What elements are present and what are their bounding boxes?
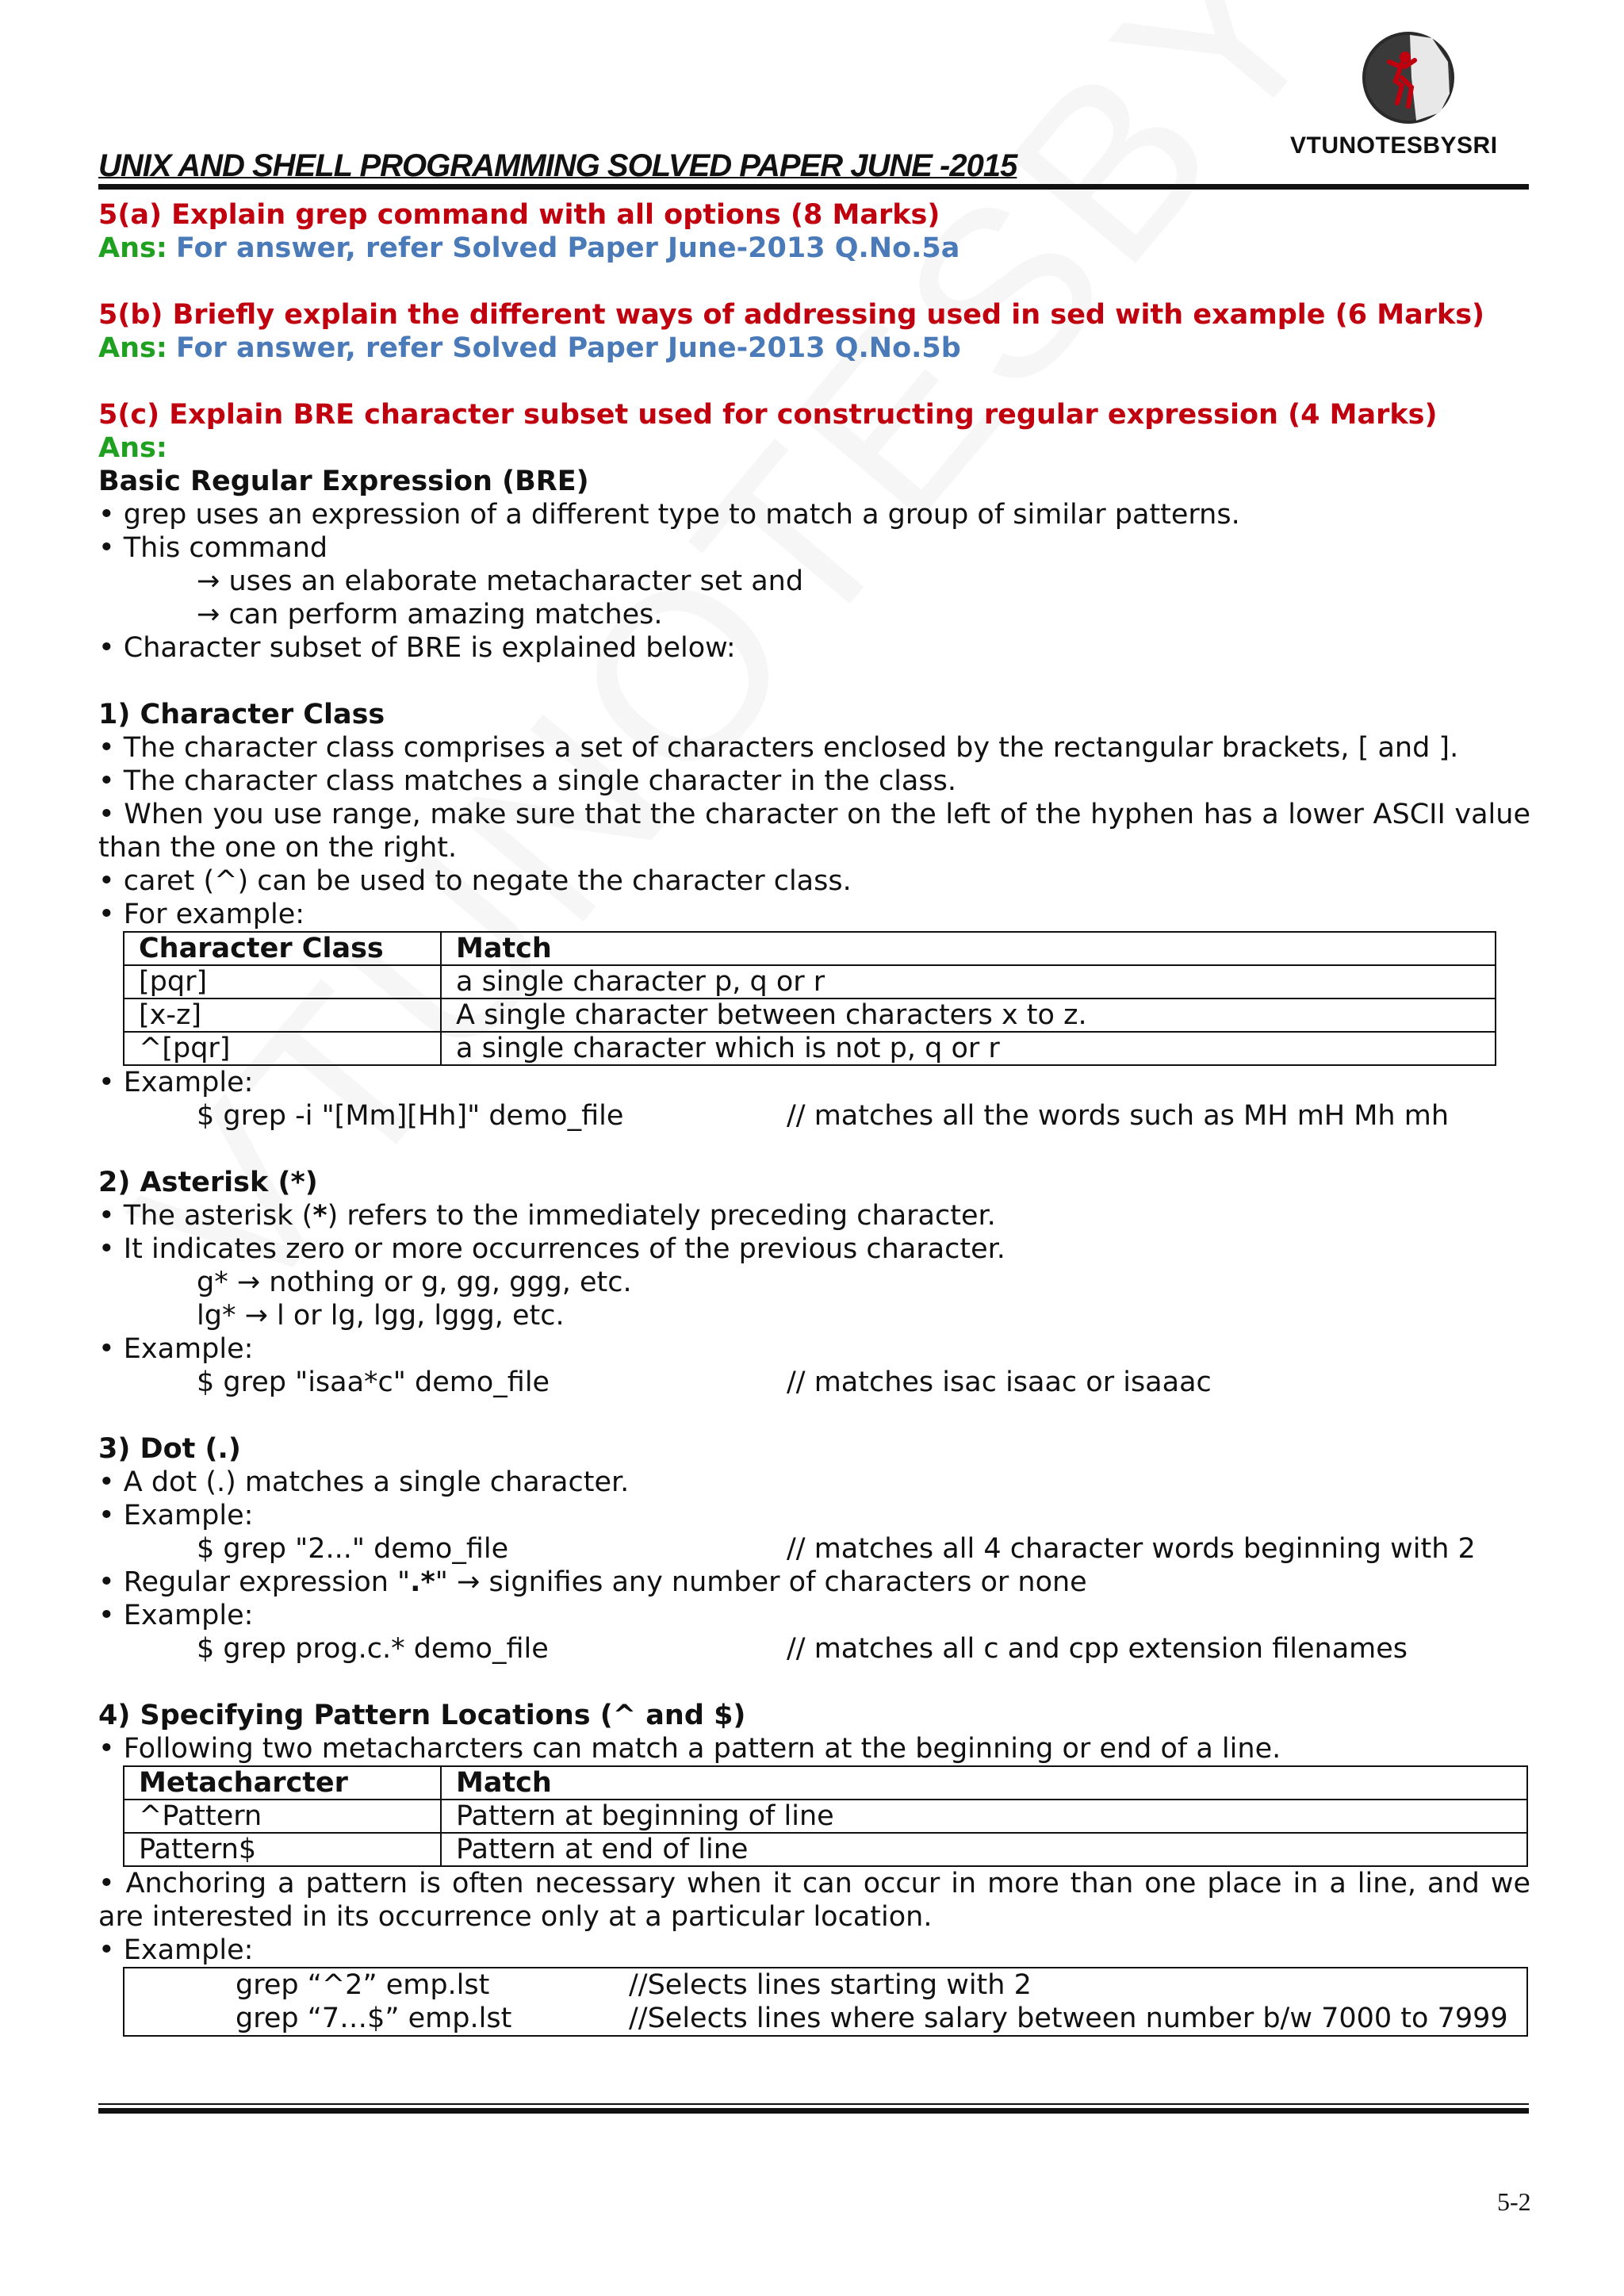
bullet bbox=[98, 1566, 1530, 1599]
question-5c: 5(c) Explain BRE character subset used for constructing regular expression (4 Marks) bbox=[98, 399, 1438, 431]
text: " → signifies any number of characters or none bbox=[435, 1566, 1087, 1598]
table-row bbox=[124, 965, 1496, 999]
table-cell: [x-z] bbox=[124, 999, 441, 1032]
table-row bbox=[124, 1032, 1496, 1065]
bullet: • Example: bbox=[98, 1333, 254, 1365]
example-comment: //Selects lines where salary between number b/w 7000 to 7999 bbox=[629, 2003, 1508, 2034]
example-comment: //Selects lines starting with 2 bbox=[629, 1969, 1032, 2001]
bullet: • When you use range, make sure that the character on the left of the hyphen has a lower ASCII value than the one on the right. bbox=[98, 799, 1530, 864]
example-command: $ grep prog.c.* demo_file bbox=[197, 1633, 549, 1665]
example-line bbox=[98, 1099, 1530, 1133]
example-command: $ grep "isaa*c" demo_file bbox=[197, 1366, 550, 1398]
table-row bbox=[124, 999, 1496, 1032]
table-header-row bbox=[124, 1766, 1527, 1800]
table-header-row bbox=[124, 932, 1496, 965]
bullet: • caret (^) can be used to negate the character class. bbox=[98, 865, 852, 897]
text: • Regular expression " bbox=[98, 1566, 411, 1598]
anchor-table bbox=[123, 1765, 1528, 1867]
bullet: • The character class comprises a set of characters enclosed by the rectangular brackets, [ and ]. bbox=[98, 732, 1459, 764]
example-comment: // matches all c and cpp extension filenames bbox=[787, 1633, 1408, 1665]
table-header: Character Class bbox=[124, 932, 441, 965]
document-title: UNIX AND SHELL PROGRAMMING SOLVED PAPER JUNE -2015 bbox=[98, 148, 1017, 183]
climber-logo-icon bbox=[1361, 30, 1456, 125]
sub-bullet: → can perform amazing matches. bbox=[197, 599, 663, 631]
example-command: $ grep "2..." demo_file bbox=[197, 1533, 509, 1565]
ans-label: Ans: bbox=[98, 232, 167, 264]
footer-rule-thin bbox=[98, 2103, 1529, 2105]
example-comment: // matches all the words such as MH mH Mh mh bbox=[787, 1100, 1450, 1132]
bullet: • Anchoring a pattern is often necessary when it can occur in more than one place in a line, and we are interested in its occurrence only at a particular location. bbox=[98, 1868, 1530, 1933]
table-header: Match bbox=[441, 932, 1496, 965]
section-heading-pattern-locations: 4) Specifying Pattern Locations (^ and $) bbox=[98, 1700, 746, 1731]
table-row bbox=[124, 1833, 1527, 1866]
table-cell: [pqr] bbox=[124, 965, 441, 999]
dot-star-symbol: .* bbox=[410, 1566, 435, 1598]
header-rule bbox=[98, 184, 1529, 190]
table-cell: ^[pqr] bbox=[124, 1032, 441, 1065]
sub-bullet: lg* → l or lg, lgg, lggg, etc. bbox=[197, 1300, 565, 1332]
example-comment: // matches all 4 character words beginning with 2 bbox=[787, 1533, 1476, 1565]
page-content bbox=[98, 198, 1530, 2037]
text: ) refers to the immediately preceding character. bbox=[327, 1200, 996, 1232]
table-cell: A single character between characters x to z. bbox=[441, 999, 1496, 1032]
table-cell: Pattern at end of line bbox=[441, 1833, 1527, 1866]
table-header: Metacharcter bbox=[124, 1766, 441, 1800]
bullet bbox=[98, 1199, 1530, 1232]
bullet: • Example: bbox=[98, 1067, 254, 1098]
example-command: grep “^2” emp.lst bbox=[236, 1969, 490, 2001]
question-5b: 5(b) Briefly explain the different ways of addressing used in sed with example (6 Marks) bbox=[98, 299, 1485, 331]
section-heading-bre: Basic Regular Expression (BRE) bbox=[98, 466, 589, 497]
bullet: • For example: bbox=[98, 899, 305, 930]
example-line bbox=[124, 1968, 1526, 2002]
bullet: • Following two metacharcters can match a pattern at the beginning or end of a line. bbox=[98, 1733, 1281, 1765]
bullet: • This command bbox=[98, 532, 328, 564]
table-header: Match bbox=[441, 1766, 1527, 1800]
answer-5a bbox=[98, 232, 1530, 265]
table-cell: a single character p, q or r bbox=[441, 965, 1496, 999]
table-row bbox=[124, 1800, 1527, 1833]
section-heading-dot: 3) Dot (.) bbox=[98, 1433, 241, 1465]
table-cell: ^Pattern bbox=[124, 1800, 441, 1833]
bullet: • The character class matches a single character in the class. bbox=[98, 765, 956, 797]
ans-label: Ans: bbox=[98, 332, 167, 364]
page-number: 5-2 bbox=[1497, 2187, 1531, 2216]
section-heading-character-class: 1) Character Class bbox=[98, 699, 385, 730]
bullet: • Character subset of BRE is explained below: bbox=[98, 632, 736, 664]
answer-reference: For answer, refer Solved Paper June-2013 Q.No.5b bbox=[175, 332, 961, 364]
bullet: • A dot (.) matches a single character. bbox=[98, 1466, 630, 1498]
table-cell: Pattern$ bbox=[124, 1833, 441, 1866]
answer-reference: For answer, refer Solved Paper June-2013 Q.No.5a bbox=[175, 232, 960, 264]
footer-rule-thick bbox=[98, 2108, 1529, 2114]
example-line bbox=[98, 1366, 1530, 1399]
example-line bbox=[124, 2002, 1526, 2035]
text: • The asterisk ( bbox=[98, 1200, 313, 1232]
asterisk-symbol: * bbox=[312, 1200, 327, 1232]
example-box bbox=[123, 1967, 1528, 2037]
bullet: • grep uses an expression of a different type to match a group of similar patterns. bbox=[98, 499, 1240, 531]
question-5a: 5(a) Explain grep command with all options (8 Marks) bbox=[98, 199, 940, 231]
brand-name: VTUNOTESBYSRI bbox=[1290, 132, 1498, 159]
bullet: • Example: bbox=[98, 1600, 254, 1631]
character-class-table bbox=[123, 931, 1496, 1066]
table-cell: Pattern at beginning of line bbox=[441, 1800, 1527, 1833]
section-heading-asterisk: 2) Asterisk (*) bbox=[98, 1167, 318, 1198]
example-comment: // matches isac isaac or isaaac bbox=[787, 1366, 1212, 1398]
sub-bullet: g* → nothing or g, gg, ggg, etc. bbox=[197, 1267, 632, 1298]
bullet: • It indicates zero or more occurrences of the previous character. bbox=[98, 1233, 1005, 1265]
example-line bbox=[98, 1632, 1530, 1665]
example-command: $ grep -i "[Mm][Hh]" demo_file bbox=[197, 1100, 624, 1132]
bullet: • Example: bbox=[98, 1500, 254, 1531]
ans-label: Ans: bbox=[98, 432, 167, 464]
example-command: grep “7…$” emp.lst bbox=[236, 2003, 512, 2034]
example-line bbox=[98, 1532, 1530, 1566]
answer-5b bbox=[98, 332, 1530, 365]
bullet: • Example: bbox=[98, 1934, 254, 1966]
sub-bullet: → uses an elaborate metacharacter set and bbox=[197, 565, 804, 597]
table-cell: a single character which is not p, q or r bbox=[441, 1032, 1496, 1065]
